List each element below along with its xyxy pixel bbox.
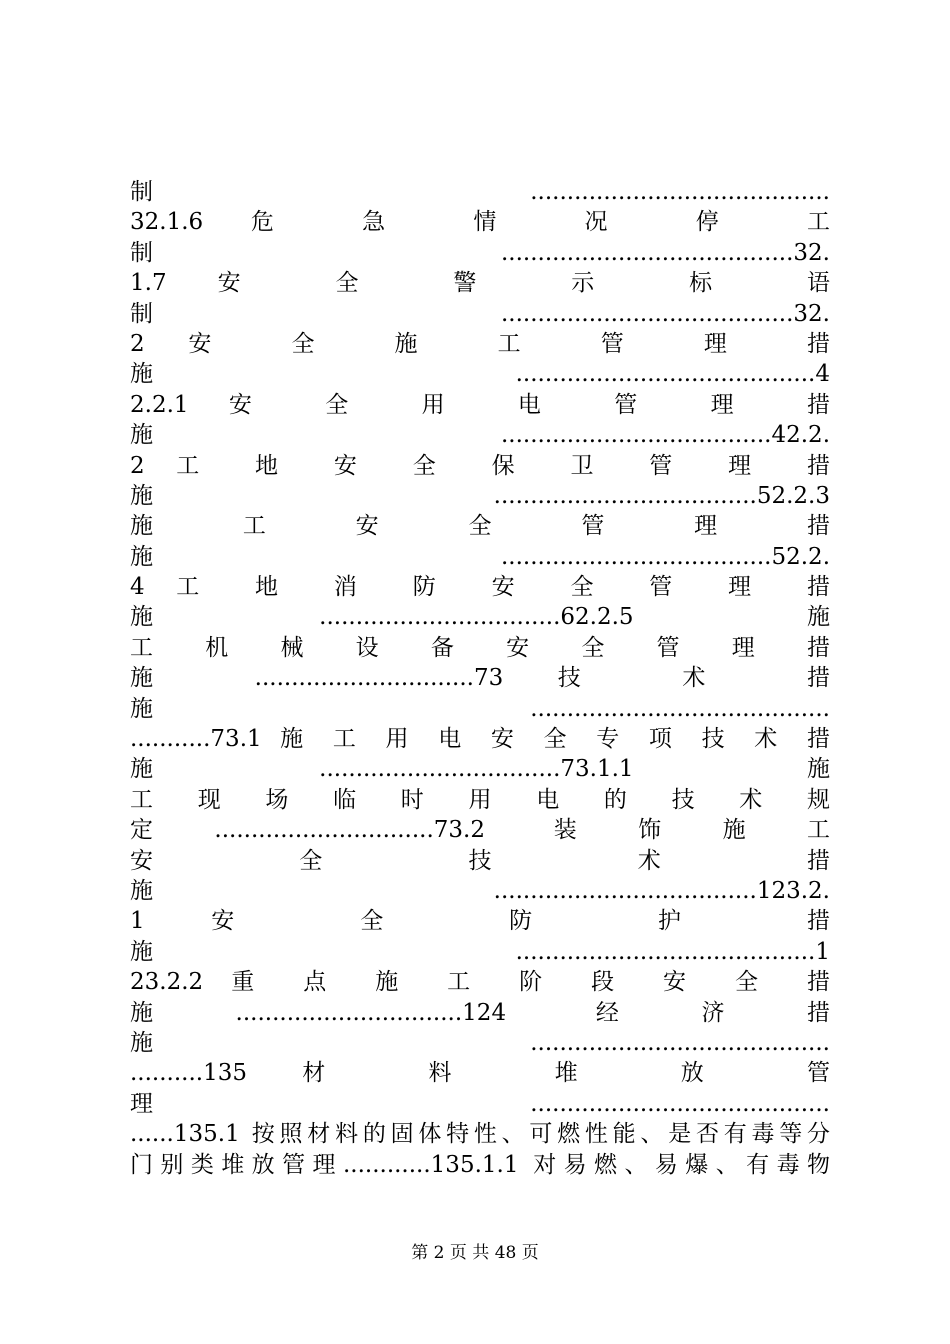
toc-line: 施 ....................................52.2.3 xyxy=(130,482,830,509)
toc-line: 施.................................73.1.1 施 xyxy=(130,756,830,783)
table-of-contents-body xyxy=(130,177,830,1180)
toc-line: 2 安 全 施 工 管 理 措 xyxy=(130,330,830,357)
toc-line: 安 全 技 术 措 xyxy=(130,847,830,874)
page-number-footer: 第 2 页 共 48 页 xyxy=(411,1243,539,1263)
toc-line: 施.....................................52.2. xyxy=(130,543,830,570)
toc-line: 施...............................124 经济措 xyxy=(130,999,830,1026)
toc-line: 32.1.6 危 急 情 况 停 工 xyxy=(130,209,830,236)
toc-line: 1 安 全 防 护 措 xyxy=(130,908,830,935)
toc-line: 2 工 地 安 全 保 卫 管 理 措 xyxy=(130,452,830,479)
toc-line: 23.2.2 重 点 施 工 阶 段 安 全 措 xyxy=(130,969,830,996)
toc-line: 施......................................... xyxy=(130,695,830,722)
toc-line: 工 机 械 设 备 安 全 管 理 措 xyxy=(130,634,830,661)
toc-line: 工 现 场 临 时 用 电 的 技 术 规 xyxy=(130,786,830,813)
toc-line: 4 工 地 消 防 安 全 管 理 措 xyxy=(130,574,830,601)
toc-line: 制......................................... xyxy=(130,179,830,205)
toc-line: 施.....................................42.2. xyxy=(130,422,830,449)
toc-line: 制........................................32. xyxy=(130,239,830,266)
toc-line: ..........135 材 料 堆 放 管 xyxy=(130,1060,830,1087)
toc-line: ......135.1 按照材料的固体特性、可燃性能、是否有毒等分 xyxy=(130,1121,830,1148)
toc-line: ...........73.1 施 工 用 电 安 全 专 项 技 术 措 xyxy=(130,726,830,753)
toc-line: 施 工 安 全 管 理 措 xyxy=(130,513,830,540)
toc-line: 施.................................62.2.5 施 xyxy=(130,604,830,631)
toc-line: 制........................................32. xyxy=(130,300,830,327)
toc-line: 门别类堆放管理............135.1.1 对易燃、易爆、有毒物 xyxy=(130,1151,830,1178)
toc-line: 施......................................... xyxy=(130,1029,830,1056)
toc-line: 1.7 安 全 警 示 标 语 xyxy=(130,270,830,297)
toc-line: 施.........................................1 xyxy=(130,938,830,965)
toc-line: 2.2.1 安 全 用 电 管 理 措 xyxy=(130,391,830,418)
toc-line: 施.........................................4 xyxy=(130,361,830,388)
toc-line: 施 ..............................73 技 术 措 xyxy=(130,665,830,692)
toc-line: 定..............................73.2 装饰施工 xyxy=(130,817,830,844)
toc-line: 理......................................... xyxy=(130,1090,830,1117)
toc-line: 施....................................123.2. xyxy=(130,877,830,904)
